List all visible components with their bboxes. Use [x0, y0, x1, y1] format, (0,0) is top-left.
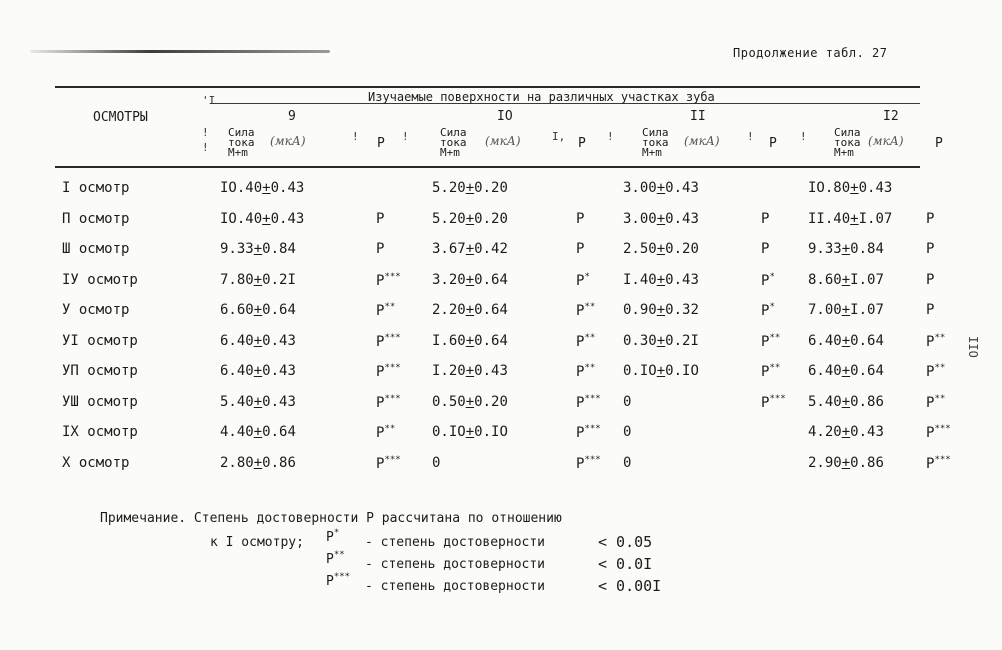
group-label-11: II [690, 109, 706, 124]
row-label: IX осмотр [62, 424, 138, 440]
cell-current-10: 3.20+0.64 [432, 271, 508, 288]
cell-current-11: 0.30+0.2I [623, 332, 699, 349]
cell-current-10: 5.20+0.20 [432, 210, 508, 227]
cell-p-10: P [576, 210, 585, 227]
cell-p-11: P** [761, 332, 781, 350]
cell-p-9: P*** [376, 332, 401, 350]
cell-current-12: 2.90+0.86 [808, 454, 884, 471]
cell-p-10: P** [576, 363, 596, 380]
row-label: IУ осмотр [62, 271, 138, 288]
note-line-1: Примечание. Степень достоверности P рассчитана по отношению [100, 511, 562, 526]
cell-current-12: 6.40+0.64 [808, 332, 884, 349]
p-header-11: P [769, 136, 777, 151]
cell-current-10: 0.IO+0.IO [432, 424, 508, 440]
cell-p-9: P*** [376, 393, 401, 411]
cell-current-11: 0.90+0.32 [623, 302, 699, 318]
note-p3-symbol [326, 572, 350, 589]
row-label: УП осмотр [62, 363, 138, 379]
p-header-9: P [377, 136, 385, 151]
cell-p-9: P*** [376, 271, 401, 289]
cell-current-11: 3.00+0.43 [623, 210, 699, 227]
cell-current-11: I.40+0.43 [623, 271, 699, 288]
cell-current-10: I.60+0.64 [432, 332, 508, 349]
cell-p-12: P [926, 241, 935, 257]
cell-p-9: P [376, 210, 385, 227]
cell-p-12: P [926, 302, 935, 318]
cell-p-12: P** [926, 363, 946, 380]
cell-current-10: 2.20+0.64 [432, 302, 508, 318]
row-header-label: ОСМОТРЫ [93, 110, 148, 125]
group-label-9: 9 [288, 109, 296, 124]
cell-p-10: P*** [576, 424, 601, 441]
note-p2-symbol [326, 550, 345, 567]
note-p2-text: - степень достоверности [365, 557, 546, 572]
note-p1-symbol [326, 528, 339, 545]
cell-p-9: P*** [376, 454, 401, 472]
column-group-title: Изучаемые поверхности на различных участках зуба [368, 90, 715, 104]
table-top-rule [55, 86, 920, 88]
cell-current-11: 0 [623, 424, 632, 440]
p-header-10: P [578, 136, 586, 151]
cell-p-11: P*** [761, 393, 786, 411]
decorative-rule [30, 50, 330, 53]
cell-current-9: 9.33+0.84 [220, 241, 296, 257]
cell-current-12: 9.33+0.84 [808, 241, 884, 257]
cell-p-12: P** [926, 332, 946, 350]
p-header-12: P [935, 136, 943, 151]
subheader-current-10: Сила тока M+m [440, 126, 467, 159]
cell-current-9: 6.60+0.64 [220, 302, 296, 318]
cell-current-12: 5.40+0.86 [808, 393, 884, 410]
cell-p-10: P** [576, 332, 596, 350]
row-label: Ш осмотр [62, 241, 130, 257]
cell-current-10: 3.67+0.42 [432, 241, 508, 257]
cell-current-10: 5.20+0.20 [432, 180, 508, 196]
row-label: УI осмотр [62, 332, 138, 349]
cell-current-10: 0 [432, 454, 441, 471]
cell-current-9: 7.80+0.2I [220, 271, 296, 288]
row-label: УШ осмотр [62, 393, 138, 410]
cell-current-12: 8.60+I.07 [808, 271, 884, 288]
cell-current-12: II.40+I.07 [808, 210, 893, 227]
cell-current-9: 6.40+0.43 [220, 363, 296, 379]
cell-current-9: IO.40+0.43 [220, 180, 305, 196]
cell-p-9: P** [376, 302, 396, 319]
cell-current-9: 5.40+0.43 [220, 393, 296, 410]
subheader-current-9: Сила тока M+m [228, 126, 255, 159]
cell-p-10: P [576, 241, 585, 257]
cell-current-9: 6.40+0.43 [220, 332, 296, 349]
cell-p-11: P* [761, 271, 775, 289]
unit-label-10: (мкА) [485, 134, 521, 148]
cell-p-11: P [761, 241, 770, 257]
note-p1-symbol-text: P* [326, 528, 340, 545]
cell-p-11: P** [761, 363, 781, 380]
group-label-12: I2 [883, 109, 899, 124]
subheader-current-11: Сила тока M+m [642, 126, 669, 159]
row-label: I осмотр [62, 180, 130, 196]
unit-label-11: (мкА) [684, 134, 720, 148]
cell-current-10: I.20+0.43 [432, 363, 508, 379]
cell-p-12: P*** [926, 454, 951, 472]
cell-current-10: 0.50+0.20 [432, 393, 508, 410]
cell-p-10: P* [576, 271, 590, 289]
row-label: У осмотр [62, 302, 130, 318]
cell-current-12: IO.80+0.43 [808, 180, 893, 196]
unit-label-9: (мкА) [270, 134, 306, 148]
unit-label-12: (мкА) [868, 134, 904, 148]
cell-current-12: 6.40+0.64 [808, 363, 884, 379]
note-p3-text: - степень достоверности [365, 579, 546, 594]
cell-current-11: 0 [623, 454, 632, 471]
cell-current-11: 0 [623, 393, 632, 410]
note-p3-symbol-text: P*** [326, 572, 351, 589]
note-p2-value: < 0.0I [598, 555, 653, 573]
cell-current-12: 4.20+0.43 [808, 424, 884, 440]
cell-p-10: P** [576, 302, 596, 319]
cell-p-9: P*** [376, 363, 401, 380]
cell-current-9: 4.40+0.64 [220, 424, 296, 440]
row-label: X осмотр [62, 454, 130, 471]
cell-current-9: IO.40+0.43 [220, 210, 305, 227]
cell-p-12: P [926, 271, 935, 288]
cell-p-11: P* [761, 302, 775, 319]
group-label-10: IO [497, 109, 513, 124]
cell-p-10: P*** [576, 454, 601, 472]
header-bottom-rule [55, 166, 920, 168]
cell-p-9: P** [376, 424, 396, 441]
note-p1-value: < 0.05 [598, 533, 653, 551]
table-caption: Продолжение табл. 27 [733, 46, 888, 60]
cell-current-11: 3.00+0.43 [623, 180, 699, 196]
page-number: IIO [966, 336, 981, 358]
subheader-current-12: Сила тока M+m [834, 126, 861, 159]
cell-current-11: 0.IO+0.IO [623, 363, 699, 379]
note-p3-value: < 0.00I [598, 577, 662, 595]
note-line-2-prefix: к I осмотру; [210, 535, 304, 550]
cell-p-10: P*** [576, 393, 601, 411]
note-p1-text: - степень достоверности [365, 535, 546, 550]
note-p2-symbol-text: P** [326, 550, 345, 567]
cell-current-9: 2.80+0.86 [220, 454, 296, 471]
cell-p-12: P*** [926, 424, 951, 441]
cell-current-11: 2.50+0.20 [623, 241, 699, 257]
cell-p-12: P [926, 210, 935, 227]
cell-p-9: P [376, 241, 385, 257]
row-label: П осмотр [62, 210, 130, 227]
cell-current-12: 7.00+I.07 [808, 302, 884, 318]
cell-p-12: P** [926, 393, 946, 411]
cell-p-11: P [761, 210, 770, 227]
